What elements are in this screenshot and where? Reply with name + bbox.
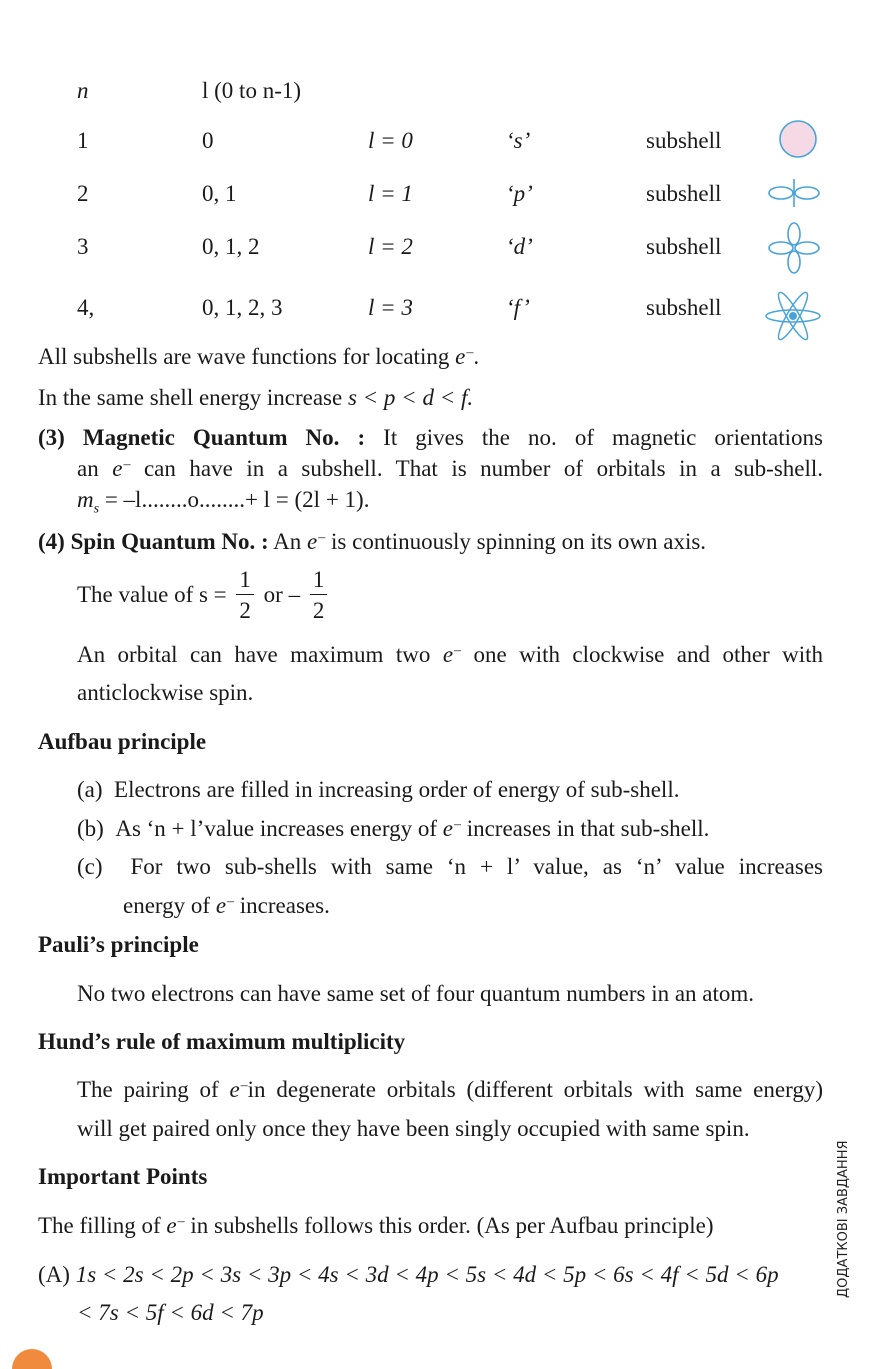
spin-heading: (4) Spin Quantum No. :: [38, 529, 269, 554]
important-seq-a2: < 7s < 5f < 6d < 7p: [77, 1300, 264, 1325]
row3-n: 3: [77, 234, 89, 259]
magnetic-formula: $m_s = -l........o........+ l = (2l + 1)$.: [77, 487, 370, 517]
corner-decoration: [12, 1349, 52, 1369]
row2-subshell: subshell: [646, 181, 722, 206]
spin-value-line: The value of s = $\frac{1}{2}$ or – $\frac{1}{2}$: [77, 568, 331, 622]
row2-n: 2: [77, 181, 89, 206]
row4-l-eq: l = 3: [368, 295, 413, 320]
hund-line2: will get paired only once they have been singly occupied with same spin.: [77, 1116, 750, 1141]
row1-l-values: 0: [202, 128, 214, 153]
important-seq-a: (A) 1s < 2s < 2p < 3s < 3p < 4s < 3d < 4p < 5s < 4d < 5p < 6s < 4f < 5d < 6p: [38, 1262, 779, 1287]
aufbau-a: (a) Electrons are filled in increasing order of energy of sub-shell.: [77, 777, 680, 802]
row3-label: ‘d’: [506, 234, 533, 259]
row3-l-eq: l = 2: [368, 234, 413, 259]
row4-label: ‘f’: [506, 295, 530, 320]
aufbau-c: (c) For two sub-shells with same ‘n + l’ value, as ‘n’ value increases: [77, 854, 824, 879]
row4-subshell: subshell: [646, 295, 722, 320]
row2-label: ‘p’: [506, 181, 533, 206]
row2-l-values: 0, 1: [202, 181, 237, 206]
row1-subshell: subshell: [646, 128, 722, 153]
header-l: l (0 to n-1): [202, 78, 302, 103]
row3-l-values: 0, 1, 2: [202, 234, 260, 259]
important-heading: Important Points: [38, 1164, 208, 1189]
pauli-text: No two electrons can have same set of four quantum numbers in an atom.: [77, 981, 755, 1006]
fraction-neg-half: $\frac{1}{2}$: [310, 568, 328, 622]
magnetic-heading: (3) Magnetic Quantum No. :: [38, 425, 366, 450]
magnetic-heading-line: (3) Magnetic Quantum No. : It gives the no. of magnetic orientations: [38, 425, 823, 450]
aufbau-heading: Aufbau principle: [38, 729, 207, 754]
orbital-line1: An orbital can have maximum two e– one with clockwise and other with: [77, 642, 824, 667]
s-orbital-icon: [776, 117, 820, 161]
row1-l-eq: l = 0: [368, 128, 413, 153]
aufbau-c-line2: energy of e– increases.: [123, 893, 330, 918]
d-orbital-icon: [765, 220, 823, 276]
pauli-heading: Pauli’s principle: [38, 932, 199, 957]
magnetic-line2: an e– can have in a subshell. That is number of orbitals in a sub-shell.: [77, 456, 824, 481]
row1-label: ‘s’: [506, 128, 531, 153]
energy-order-line: In the same shell energy increase s < p < d < f.: [38, 385, 474, 410]
row3-subshell: subshell: [646, 234, 722, 259]
row1-n: 1: [77, 128, 89, 153]
spin-heading-line: (4) Spin Quantum No. : An e– is continuously spinning on its own axis.: [38, 529, 707, 554]
p-orbital-icon: [765, 176, 823, 210]
row4-l-values: 0, 1, 2, 3: [202, 295, 283, 320]
header-n: n: [77, 78, 89, 103]
important-line1: The filling of e– in subshells follows this order. (As per Aufbau principle): [38, 1213, 714, 1238]
row2-l-eq: l = 1: [368, 181, 413, 206]
f-orbital-icon: [763, 288, 823, 344]
orbital-line2: anticlockwise spin.: [77, 680, 254, 705]
aufbau-b: (b) As ‘n + l’value increases energy of e– increases in that sub-shell.: [77, 816, 710, 841]
hund-heading: Hund’s rule of maximum multiplicity: [38, 1029, 406, 1054]
fraction-half: $\frac{1}{2}$: [236, 568, 254, 622]
side-margin-text: ДОДАТКОВІ ЗАВДАННЯ: [836, 1140, 851, 1298]
row4-n: 4,: [77, 295, 95, 320]
subshells-wave-line: All subshells are wave functions for locating e–.: [38, 344, 480, 369]
hund-line1: The pairing of e–in degenerate orbitals (different orbitals with same energy): [77, 1077, 823, 1102]
